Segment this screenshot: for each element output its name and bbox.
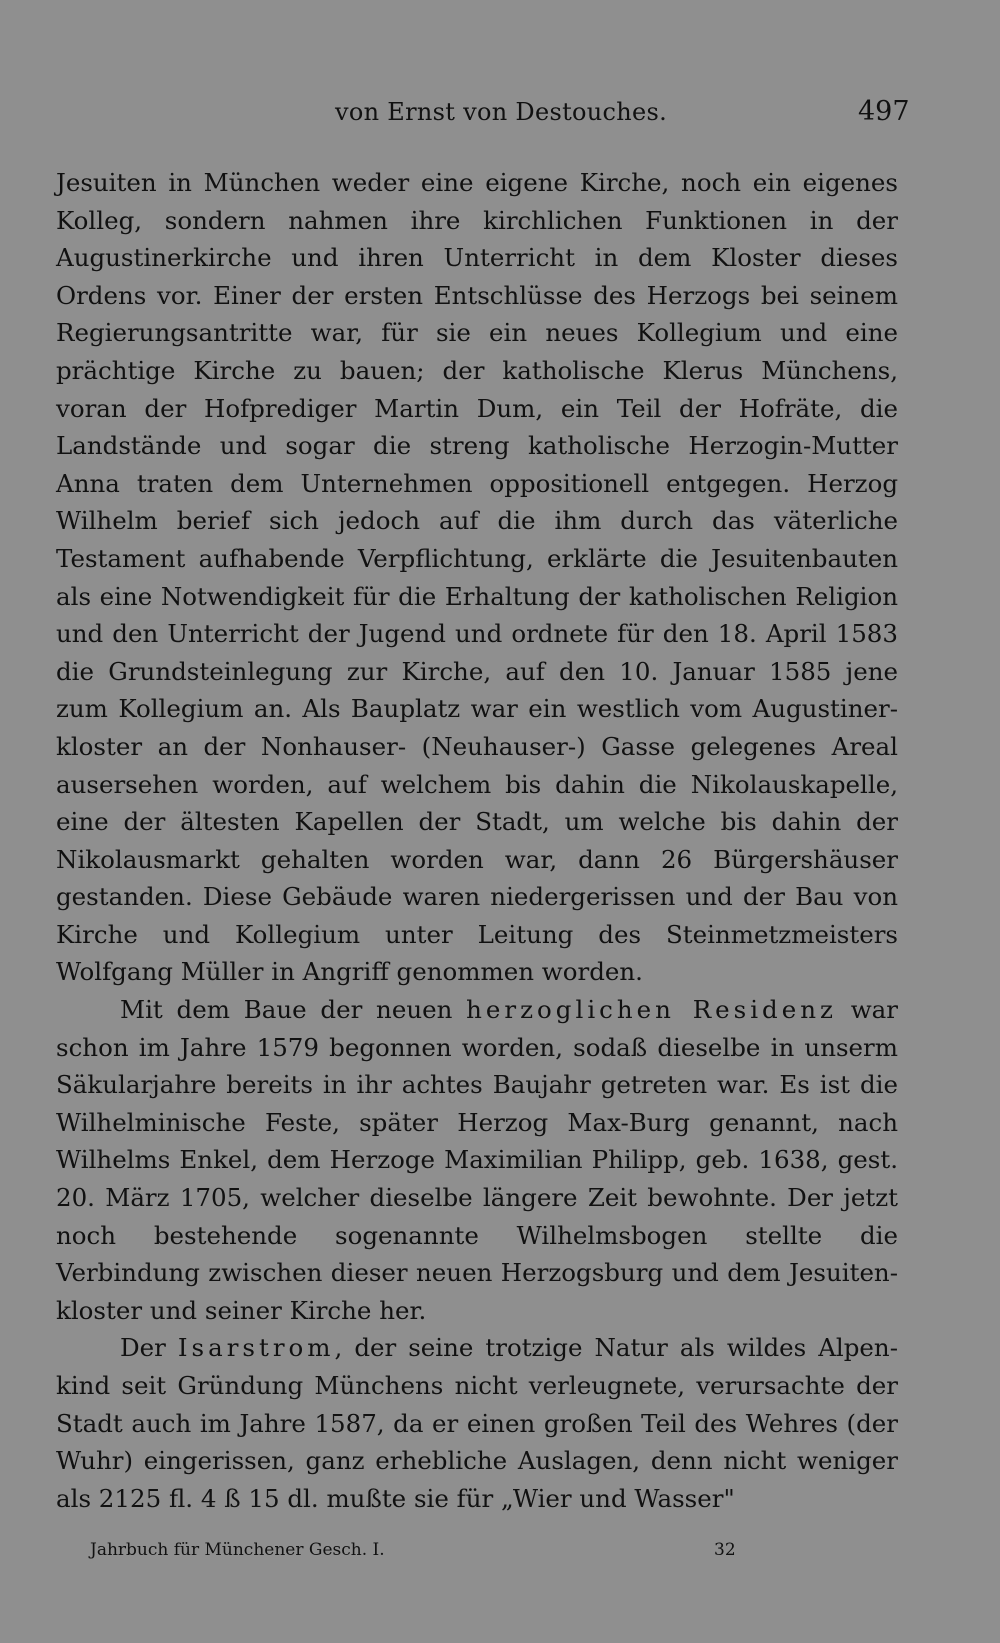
body-text (56, 164, 898, 1517)
spaced-emphasis: herzoglichen Residenz (466, 995, 837, 1025)
paragraph-text: Jesuiten in München weder eine eigene Kirche, noch ein eigenes Kolleg, sondern nahmen ihre kirchlichen Funktionen in der Augustinerkirche und ihren Unterricht in dem Kloster dieses Ordens vor. Einer der ersten Entschlüsse des Herzogs bei seinem Regierungsantritte war, für sie ein neues Kollegium und eine prächtige Kirche zu bauen; der katholische Klerus Münchens, voran der Hofprediger Martin Dum, ein Teil der Hofräte, die Landstände und sogar die streng katholische Herzogin-Mutter Anna traten dem Unternehmen oppositionell entgegen. Herzog Wilhelm berief sich jedoch auf die ihm durch das väterliche Testament aufhabende Verpflichtung, erklärte die Jesuitenbauten als eine Notwendigkeit für die Erhaltung der katholischen Religion und den Unterricht der Jugend und ordnete für den 18. April 1583 die Grundsteinlegung zur Kirche, auf den 10. Januar 1585 jene zum Kollegium an. Als Bauplatz war ein westlich vom Augustiner-kloster an der Nonhauser- (Neuhauser-) Gasse gelegenes Areal ausersehen worden, auf welchem bis dahin die Nikolauskapelle, eine der ältesten Kapellen der Stadt, um welche bis dahin der Nikolausmarkt gehalten worden war, dann 26 Bürgershäuser gestanden. Diese Gebäude waren niedergerissen und der Bau von Kirche und Kollegium unter Leitung des Steinmetzmeisters Wolfgang Müller in Angriff genommen worden. (56, 168, 898, 987)
paragraph-text: Der (120, 1333, 178, 1363)
paragraph-2 (56, 991, 898, 1329)
paragraph-3 (56, 1329, 898, 1517)
printer-signature: Jahrbuch für Münchener Gesch. I. (90, 1540, 385, 1560)
paragraph-text: Mit dem Baue der neuen (120, 995, 467, 1025)
signature-number: 32 (714, 1540, 736, 1560)
paragraph-text: war schon im Jahre 1579 begonnen worden, sodaß dieselbe in unserm Säkularjahre bereits in ihr achtes Baujahr getreten war. Es ist die Wilhelminische Feste, später Herzog Max-Burg genannt, nach Wilhelms Enkel, dem Herzoge Maximilian Philipp, geb. 1638, gest. 20. März 1705, welcher dieselbe längere Zeit bewohnte. Der jetzt noch bestehende sogenannte Wilhelmsbogen stellte die Verbindung zwischen dieser neuen Herzogsburg und dem Jesuiten-kloster und seiner Kirche her. (56, 995, 898, 1325)
running-title: von Ernst von Destouches. (335, 98, 668, 126)
page-number: 497 (858, 96, 910, 127)
paragraph-1 (56, 164, 898, 991)
spaced-emphasis: Isarstrom (177, 1333, 335, 1363)
page-header (0, 98, 1000, 138)
page-footer (0, 1540, 1000, 1570)
paragraph-text: , der seine trotzige Natur als wildes Alpen-kind seit Gründung Münchens nicht verleugnete, verursachte der Stadt auch im Jahre 1587, da er einen großen Teil des Wehres (der Wuhr) eingerissen, ganz erhebliche Auslagen, denn nicht weniger als 2125 fl. 4 ß 15 dl. mußte sie für „Wier und Wasser" (56, 1333, 898, 1513)
